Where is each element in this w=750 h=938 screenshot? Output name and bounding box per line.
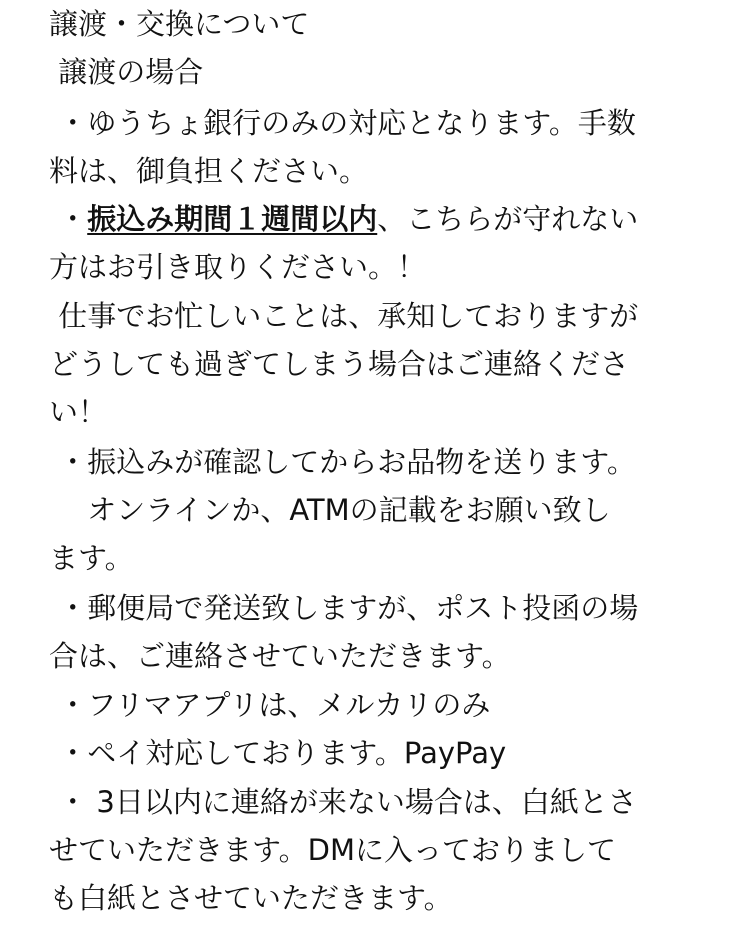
emphasized-transfer-deadline: 振込み期間１週間以内 [87, 202, 378, 236]
text-line-16: ・ペイ対応しております。PayPay [49, 736, 507, 770]
line-5-suffix: 、こちらが守れない [377, 202, 639, 236]
text-line-5 [49, 199, 638, 239]
text-line-9: い！ [49, 395, 108, 429]
text-line-12: ます。 [49, 541, 134, 575]
document-title: 譲渡・交換について [49, 7, 310, 41]
bullet-prefix: ・ [49, 202, 88, 236]
text-line-17: ・ 3日以内に連絡が来ない場合は、白紙とさ [49, 785, 637, 819]
text-line-4: 料は、御負担ください。 [49, 154, 369, 188]
text-line-15: ・フリマアプリは、メルカリのみ [49, 688, 491, 722]
text-line-8: どうしても過ぎてしまう場合はご連絡くださ [49, 347, 630, 381]
text-line-14: 合は、ご連絡させていただきます。 [49, 639, 511, 673]
text-line-19: も白紙とさせていただきます。 [49, 881, 453, 915]
text-line-11: オンラインか、ATMの記載をお願い致し [49, 493, 611, 527]
text-line-6: 方はお引き取りください。！ [49, 250, 427, 284]
text-line-7: 仕事でお忙しいことは、承知しておりますが [49, 299, 639, 333]
text-line-18: せていただきます。DMに入っておりまして [49, 833, 617, 867]
text-line-3: ・ゆうちょ銀行のみの対応となります。手数 [49, 106, 636, 140]
section-heading: 譲渡の場合 [49, 55, 204, 89]
text-line-10: ・振込みが確認してからお品物を送ります。 [49, 445, 636, 479]
text-line-13: ・郵便局で発送致しますが、ポスト投函の場 [49, 591, 639, 625]
